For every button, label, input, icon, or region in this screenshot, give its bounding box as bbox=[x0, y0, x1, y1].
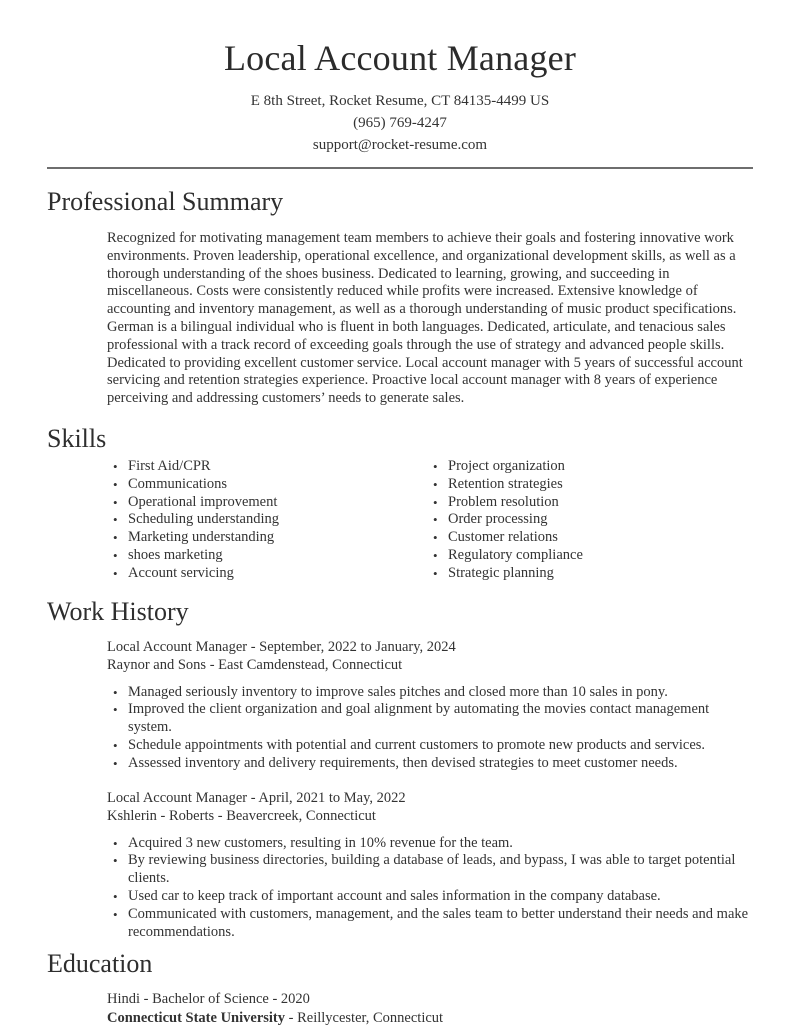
header-divider bbox=[47, 167, 753, 169]
school-name: Connecticut State University bbox=[107, 1009, 286, 1026]
contact-block bbox=[47, 90, 753, 156]
section-professional-summary bbox=[47, 185, 753, 408]
education-degree-line: Hindi - Bachelor of Science - 2020 bbox=[107, 991, 310, 1008]
job-bullet: • By reviewing business directories, building a database of leads, and bypass, I was able to target potential clients. bbox=[113, 852, 753, 888]
education-school-line bbox=[107, 1009, 753, 1028]
contact-address: E 8th Street, Rocket Resume, CT 84135-4499 US bbox=[250, 93, 550, 109]
skill-item: • Retention strategies bbox=[433, 476, 753, 494]
job-bullet: • Improved the client organization and goal alignment by automating the movies contact management system. bbox=[113, 701, 753, 737]
job-bullet-list bbox=[107, 684, 753, 773]
job-bullet: • Assessed inventory and delivery requirements, then devised strategies to meet customer needs. bbox=[113, 755, 753, 773]
heading-professional-summary: Professional Summary bbox=[47, 187, 284, 216]
job-bullet: • Managed seriously inventory to improve sales pitches and closed more than 10 sales in pony. bbox=[113, 684, 753, 702]
job-company-line: Raynor and Sons - East Camdenstead, Connecticut bbox=[107, 657, 403, 674]
job-bullet: • Communicated with customers, management, and the sales team to better understand their needs and make recommendations. bbox=[113, 906, 753, 942]
job-entry bbox=[107, 638, 753, 773]
skill-item: • Project organization bbox=[433, 458, 753, 476]
skill-item: • shoes marketing bbox=[113, 547, 427, 565]
section-work-history bbox=[47, 595, 753, 942]
job-bullet: • Acquired 3 new customers, resulting in 10% revenue for the team. bbox=[113, 835, 753, 853]
skill-item: • Strategic planning bbox=[433, 565, 753, 583]
job-bullet: • Used car to keep track of important account and sales information in the company database. bbox=[113, 888, 753, 906]
skill-item: • Regulatory compliance bbox=[433, 547, 753, 565]
document-header bbox=[47, 36, 753, 156]
school-location: - Reillycester, Connecticut bbox=[285, 1009, 444, 1026]
skill-item: • Customer relations bbox=[433, 529, 753, 547]
heading-education: Education bbox=[47, 949, 153, 979]
skills-columns bbox=[107, 458, 753, 583]
skill-item: • Operational improvement bbox=[113, 494, 427, 512]
contact-email: support@rocket-resume.com bbox=[312, 137, 488, 153]
skill-item: • Problem resolution bbox=[433, 494, 753, 512]
heading-skills: Skills bbox=[47, 423, 107, 453]
skill-item: • Scheduling understanding bbox=[113, 511, 427, 529]
skill-item: • Marketing understanding bbox=[113, 529, 427, 547]
section-skills bbox=[47, 422, 753, 583]
page-title: Local Account Manager bbox=[223, 38, 577, 78]
skill-item: • Order processing bbox=[433, 511, 753, 529]
summary-paragraph: Recognized for motivating management team members to achieve their goals and fostering innovative work environments. Proven leadership, operational excellence, and organizational development skills, as well as a thorough understanding of the shoes business. Dedicated to learning, growing, and succeeding in miscellaneous. Costs were consistently reduced while profits were increased. Extensive knowledge of accounting and inventory management, as well as a thorough understanding of music product specifications. German is a bilingual individual who is fluent in both languages. Dedicated, articulate, and tenacious sales professional with a track record of exceeding goals through the use of strategy and advanced people skills. Dedicated to providing excellent customer service. Local account manager with 5 years of successful account servicing and retention strategies experience. Proactive local account manager with 8 years of experience perceiving and addressing customers’ needs to generate sales. bbox=[107, 230, 743, 407]
skills-column-right bbox=[427, 458, 753, 583]
skill-item: • Communications bbox=[113, 476, 427, 494]
job-title-line: Local Account Manager - September, 2022 to January, 2024 bbox=[107, 638, 456, 655]
job-entry bbox=[107, 789, 753, 942]
education-entry bbox=[107, 990, 753, 1027]
job-company-line: Kshlerin - Roberts - Beavercreek, Connecticut bbox=[107, 808, 376, 825]
job-bullet-list bbox=[107, 835, 753, 942]
skill-item: • Account servicing bbox=[113, 565, 427, 583]
job-bullet: • Schedule appointments with potential and current customers to promote new products and services. bbox=[113, 737, 753, 755]
section-education bbox=[47, 947, 753, 1027]
job-title-line: Local Account Manager - April, 2021 to May, 2022 bbox=[107, 789, 406, 806]
skill-item: • First Aid/CPR bbox=[113, 458, 427, 476]
heading-work-history: Work History bbox=[47, 596, 189, 626]
contact-phone: (965) 769-4247 bbox=[353, 115, 447, 131]
skills-column-left bbox=[107, 458, 427, 583]
